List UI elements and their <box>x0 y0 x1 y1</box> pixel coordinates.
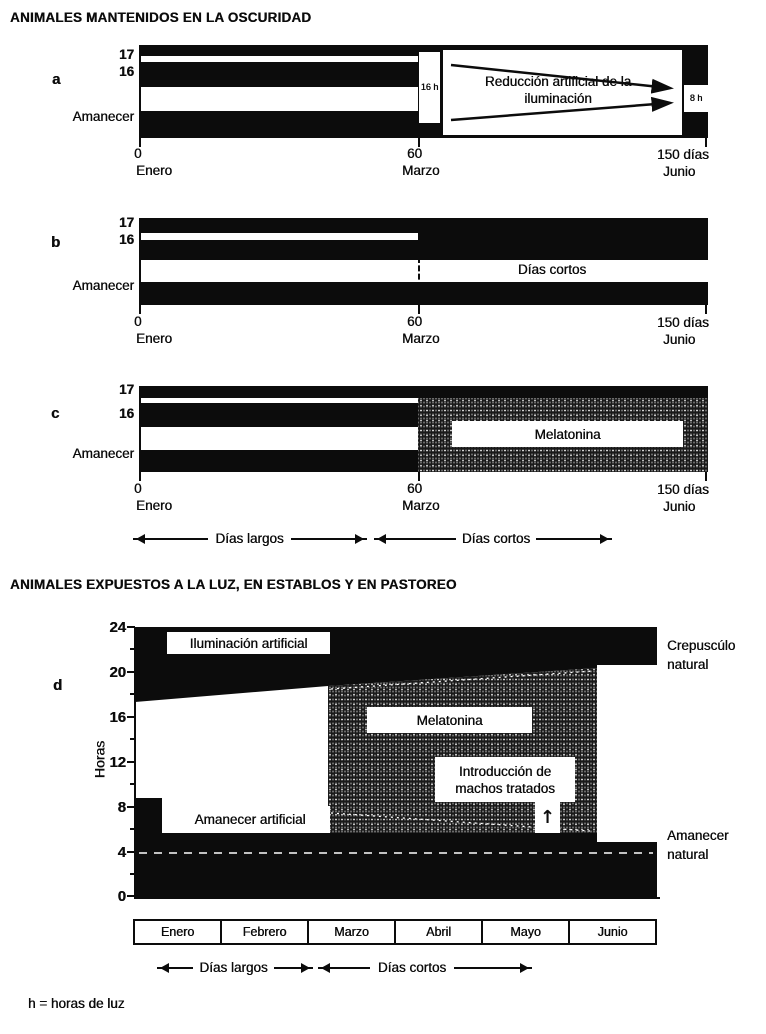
panel-a-x60-month: Marzo <box>402 163 440 178</box>
panel-b-day60-divider <box>418 257 420 288</box>
panel-c-x60-month: Marzo <box>402 498 440 513</box>
panel-c-tick-0 <box>139 472 141 481</box>
panel-b-x60-month: Marzo <box>402 331 440 346</box>
panel-b-dark-band-3 <box>140 282 418 305</box>
short-days-label-2: Días cortos <box>377 960 447 975</box>
short-days-arrow-right-icon <box>536 538 612 540</box>
panel-a-dark-band-2 <box>140 62 418 87</box>
panel-d-ylabel-20: 20 <box>109 664 126 681</box>
short-days-label-1: Días cortos <box>461 531 531 546</box>
panel-b-x0-month: Enero <box>136 331 173 346</box>
panel-c-x0-month: Enero <box>136 498 173 513</box>
panel-a-reduction-label: Reducción artificial de la iluminación <box>484 74 632 106</box>
panel-a-8h-box <box>684 85 708 112</box>
panel-a-tick-150 <box>705 138 707 147</box>
panel-d-artificial-dawn-label: Amanecer artificial <box>194 812 306 827</box>
panel-c-letter: c <box>51 405 60 422</box>
panel-d-plot <box>135 627 657 898</box>
month-cell: Marzo <box>309 921 396 943</box>
panel-b-x150: 150 días <box>657 315 709 330</box>
panel-a-x150: 150 días <box>657 147 709 162</box>
panel-c-dawn-label: Amanecer <box>72 446 134 461</box>
panel-d-natural-dawn-label: Amanecer natural <box>667 828 729 862</box>
panel-c-dark-band-1 <box>140 386 419 398</box>
panel-b-dark-band-2 <box>140 240 418 260</box>
panel-a-ytick-16: 16 <box>118 64 134 79</box>
panel-a-8h-label: 8 h <box>689 93 703 103</box>
panel-a-16h-label: 16 h <box>420 82 439 92</box>
panel-b-dark-block-top-right <box>418 218 708 260</box>
month-cell: Mayo <box>483 921 570 943</box>
panel-a-letter: a <box>52 71 61 88</box>
panel-d-ylabel-12: 12 <box>109 754 126 771</box>
panel-b-dark-band-1 <box>140 218 418 233</box>
long-days-label-2: Días largos <box>199 960 268 975</box>
panel-b-tick-60 <box>418 305 420 314</box>
panel-c-x0: 0 <box>134 481 142 496</box>
panel-c-tick-150 <box>705 472 707 481</box>
panel-b-letter: b <box>51 234 61 251</box>
panel-a-dark-band-1 <box>140 45 418 56</box>
panel-b-tick-150 <box>705 305 707 314</box>
short-days-arrow-left-icon <box>318 967 370 969</box>
panel-a-x60: 60 <box>407 146 423 161</box>
panel-b-ytick-17: 17 <box>118 215 134 230</box>
long-days-arrow-left-icon <box>133 538 208 540</box>
panel-a-ytick-17: 17 <box>118 47 134 62</box>
section-title-light: ANIMALES EXPUESTOS A LA LUZ, EN ESTABLOS Y EN PASTOREO <box>10 577 457 592</box>
panel-d-artificial-light-box <box>167 632 330 654</box>
panel-b-short-days-label: Días cortos <box>517 262 587 277</box>
panel-d-natural-dusk-label: Crepuscúlo natural <box>667 638 736 672</box>
panel-b-ytick-16: 16 <box>118 232 134 247</box>
long-days-arrow-right-icon <box>274 967 313 969</box>
panel-d-ylabel-24: 24 <box>109 619 126 636</box>
section-title-dark: ANIMALES MANTENIDOS EN LA OSCURIDAD <box>10 10 312 25</box>
panel-d-artificial-light-label: Iluminación artificial <box>189 635 308 651</box>
panel-d-melatonin-label: Melatonina <box>416 712 483 728</box>
panel-a-16h-box <box>419 52 440 123</box>
panel-b-dawn-label: Amanecer <box>72 278 134 293</box>
panel-d-y-axis-title: Horas <box>91 740 108 779</box>
panel-d-up-arrow-notch <box>535 802 560 833</box>
panel-c-dark-block-top-right <box>418 386 708 398</box>
panel-c-ytick-16: 16 <box>118 406 134 421</box>
panel-a-dawn-label: Amanecer <box>72 109 134 124</box>
panel-c-dark-band-3 <box>140 450 419 472</box>
panel-c-melatonin-box <box>452 421 683 447</box>
panel-d-males-box <box>435 757 575 802</box>
panel-b-x60: 60 <box>407 314 423 329</box>
panel-a-x150-month: Junio <box>663 164 696 179</box>
month-cell: Abril <box>396 921 483 943</box>
panel-c-dark-band-2 <box>140 403 419 427</box>
month-cell: Junio <box>597 925 628 939</box>
panel-a-x0-month: Enero <box>136 163 173 178</box>
panel-d-melatonin-box <box>367 707 532 733</box>
panel-a-dark-band-3 <box>140 111 418 138</box>
panel-b-x0: 0 <box>134 314 142 329</box>
panel-d-ylabel-16: 16 <box>109 709 126 726</box>
panel-d-letter: d <box>53 677 63 694</box>
panel-c-x150: 150 días <box>657 482 709 497</box>
footnote: h = horas de luz <box>28 996 125 1011</box>
panel-c-tick-60 <box>418 472 420 481</box>
panel-c-melatonin-label: Melatonina <box>534 426 601 442</box>
panel-d-artificial-dawn-box <box>170 806 330 833</box>
panel-c-x60: 60 <box>407 481 423 496</box>
panel-d-ylabel-4: 4 <box>117 844 126 861</box>
short-days-arrow-right-icon <box>454 967 532 969</box>
long-days-arrow-left-icon <box>157 967 193 969</box>
panel-a-x0: 0 <box>134 146 142 161</box>
up-arrow-icon: ↑ <box>539 806 556 828</box>
panel-b-x150-month: Junio <box>663 332 696 347</box>
panel-b-tick-0 <box>139 305 141 314</box>
long-days-label-1: Días largos <box>215 531 284 546</box>
panel-c-ytick-17: 17 <box>118 382 134 397</box>
panel-d-males-label: Introducción de machos tratados <box>455 763 555 796</box>
short-days-arrow-left-icon <box>374 538 456 540</box>
panel-d-shapes <box>135 627 657 898</box>
long-days-arrow-right-icon <box>291 538 367 540</box>
panel-d-ylabel-8: 8 <box>117 799 126 816</box>
panel-c-x150-month: Junio <box>663 499 696 514</box>
month-cell: Enero <box>135 921 222 943</box>
panel-b-dark-block-bottom-right <box>418 282 708 305</box>
month-cell: Febrero <box>222 921 309 943</box>
panel-d-month-table <box>133 919 657 945</box>
panel-d-ylabel-0: 0 <box>117 888 126 905</box>
